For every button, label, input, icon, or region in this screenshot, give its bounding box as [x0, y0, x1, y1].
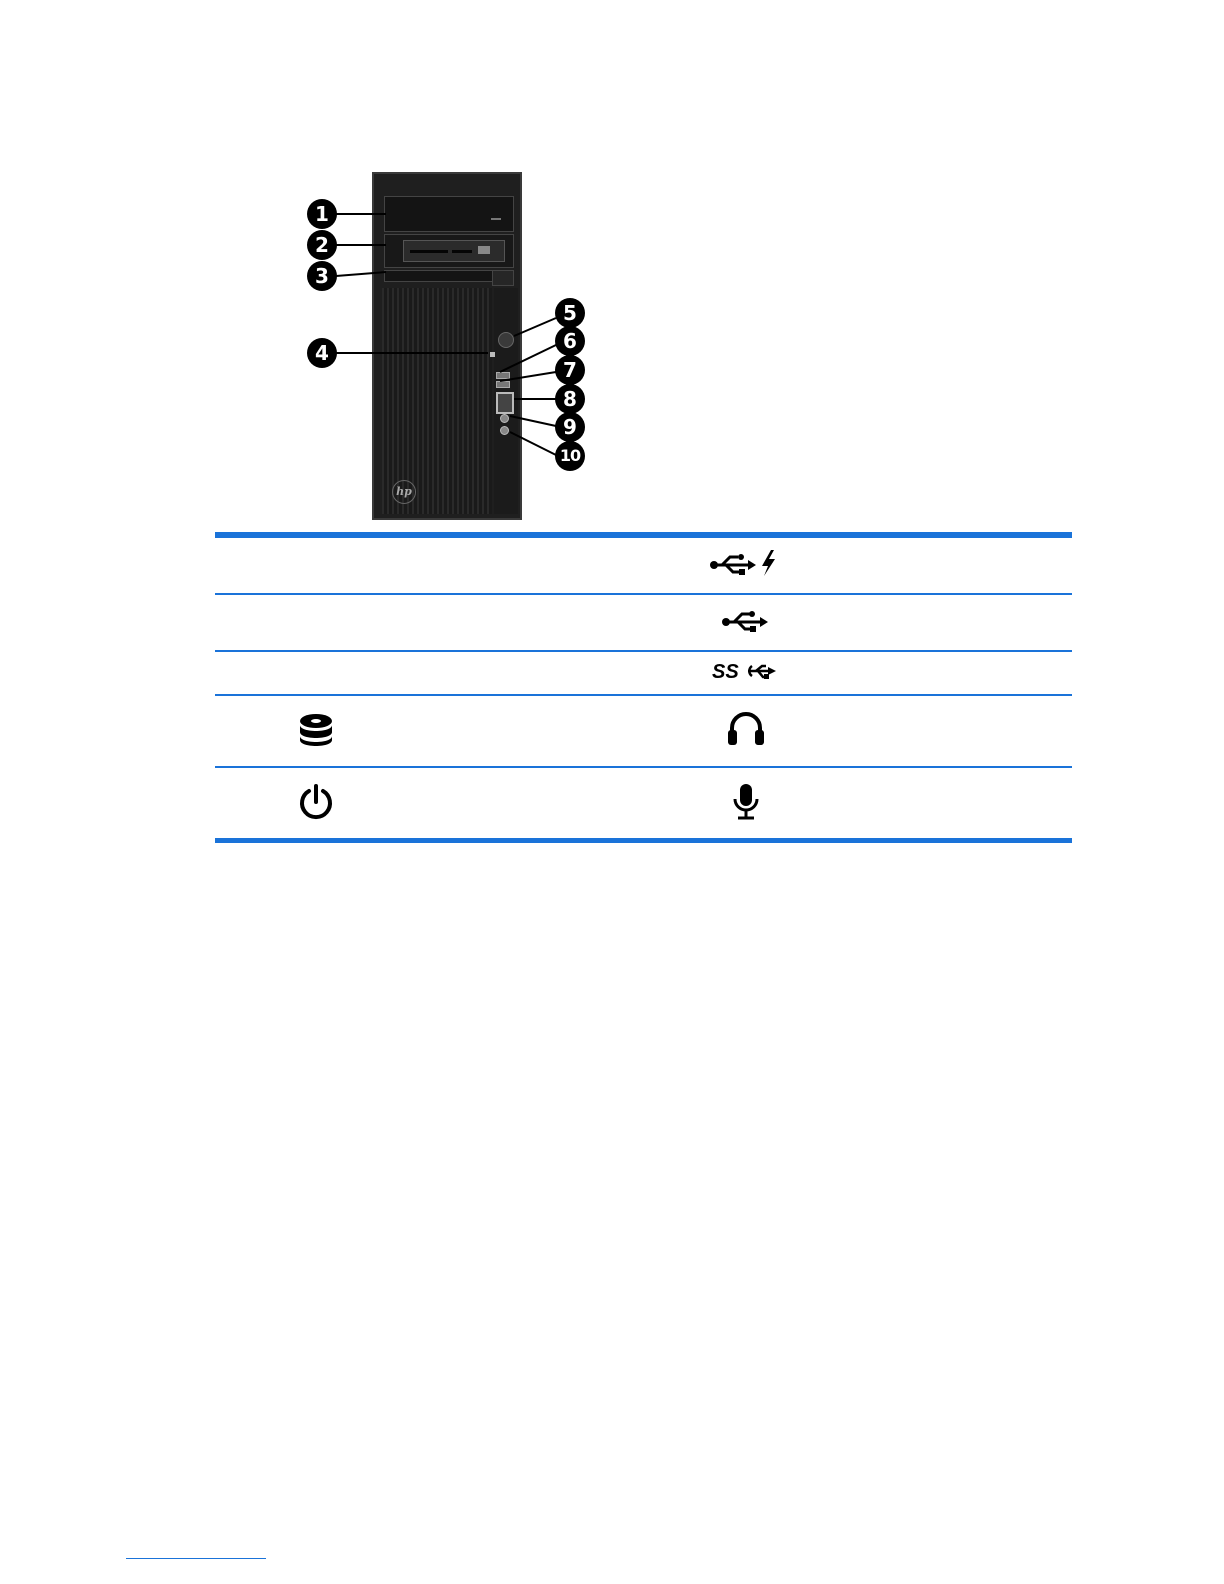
table-top-rule: [215, 532, 1072, 538]
callout-1: 1: [307, 199, 337, 229]
usb-icon: [720, 608, 770, 634]
callout-4: 4: [307, 338, 337, 368]
callout-3: 3: [307, 261, 337, 291]
usb-charging-icon: [708, 548, 780, 578]
callout-8: 8: [555, 384, 585, 414]
superspeed-label: SS: [712, 661, 739, 683]
table-row-divider: [215, 593, 1072, 595]
table-row-divider: [215, 650, 1072, 652]
callout-10: 10: [555, 441, 585, 471]
callout-5: 5: [555, 298, 585, 328]
hp-logo: hp: [392, 480, 416, 504]
microphone-icon: [730, 782, 762, 822]
table-row-divider: [215, 766, 1072, 768]
superspeed-usb-icon: [712, 658, 778, 686]
callout-leaders: [0, 0, 1224, 600]
power-icon: [297, 783, 335, 821]
hard-drive-activity-icon: [298, 712, 334, 748]
callout-6: 6: [555, 326, 585, 356]
table-row-divider: [215, 694, 1072, 696]
table-bottom-rule: [215, 838, 1072, 843]
callout-7: 7: [555, 355, 585, 385]
callout-9: 9: [555, 412, 585, 442]
headphone-icon: [726, 710, 766, 746]
callout-2: 2: [307, 230, 337, 260]
footnote-rule: [126, 1558, 266, 1559]
